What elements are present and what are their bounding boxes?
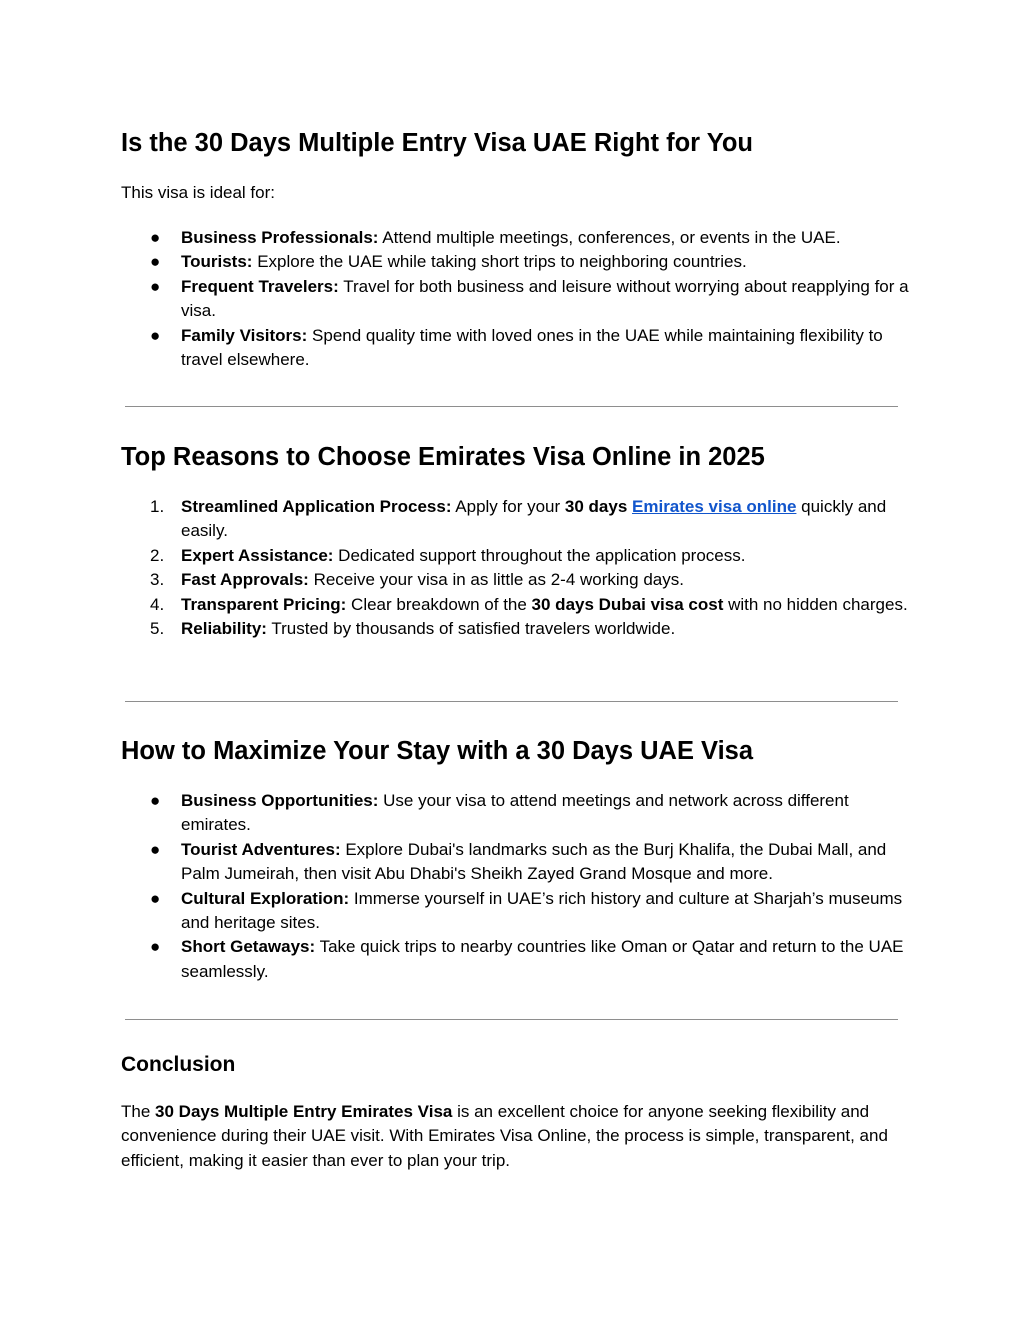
item-label: Expert Assistance:	[181, 545, 334, 565]
ideal-for-list	[121, 226, 911, 372]
conclusion-text: is an excellent choice for anyone seeking flexibility and convenience during their UAE visit. With Emirates Visa Online, the process is simple, transparent, and efficient, making it easier than ever to plan your trip.	[121, 1102, 888, 1170]
item-label: Short Getaways:	[181, 937, 316, 957]
bullet-marker: ●	[150, 839, 161, 859]
item-label: Family Visitors:	[181, 325, 308, 345]
number-marker: 3.	[150, 570, 165, 590]
list-item	[121, 935, 911, 984]
list-item	[121, 275, 911, 324]
item-label: Streamlined Application Process:	[181, 497, 452, 516]
list-item	[121, 838, 911, 887]
item-text: quickly and easily.	[181, 497, 887, 541]
item-text: Explore the UAE while taking short trips to neighboring countries.	[252, 252, 747, 272]
item-text: Immerse yourself in UAE’s rich history and culture at Sharjah’s museums and heritage sites.	[181, 888, 903, 933]
item-label: Fast Approvals:	[181, 570, 309, 590]
reasons-list	[121, 495, 911, 641]
item-label: Cultural Exploration:	[181, 888, 350, 908]
item-label: Transparent Pricing:	[181, 594, 347, 614]
section-divider	[125, 406, 898, 407]
bullet-marker: ●	[150, 325, 161, 345]
maximize-list	[121, 789, 911, 984]
number-marker: 4.	[150, 594, 165, 614]
item-text: Take quick trips to nearby countries like Oman or Qatar and return to the UAE seamlessly.	[181, 937, 904, 981]
item-text: Spend quality time with loved ones in the UAE while maintaining flexibility to travel elsewhere.	[181, 325, 883, 370]
section-title-maximize-stay: How to Maximize Your Stay with a 30 Days UAE Visa	[121, 737, 754, 765]
item-bold-text: 30 days	[564, 497, 628, 516]
conclusion-text: The	[121, 1102, 156, 1121]
list-item	[121, 324, 911, 373]
item-bold-text: 30 days Dubai visa cost	[531, 594, 724, 614]
item-text: Travel for both business and leisure without worrying about reapplying for a visa.	[181, 276, 909, 321]
section-divider	[125, 1019, 898, 1020]
list-item	[121, 226, 911, 250]
conclusion-paragraph	[121, 1100, 906, 1173]
conclusion-title: Conclusion	[121, 1053, 236, 1076]
item-label: Frequent Travelers:	[181, 276, 339, 296]
list-item	[121, 789, 911, 838]
item-label: Business Opportunities:	[181, 791, 379, 810]
section-title-top-reasons: Top Reasons to Choose Emirates Visa Online in 2025	[121, 443, 765, 471]
bullet-marker: ●	[150, 228, 161, 247]
section-title-visa-fit: Is the 30 Days Multiple Entry Visa UAE Right for You	[121, 129, 753, 157]
bullet-marker: ●	[150, 791, 161, 810]
item-text: Attend multiple meetings, conferences, or events in the UAE.	[378, 228, 841, 247]
bullet-marker: ●	[150, 276, 161, 296]
number-marker: 1.	[150, 497, 165, 516]
item-text: Trusted by thousands of satisfied travelers worldwide.	[266, 619, 676, 639]
list-item	[121, 617, 911, 641]
list-item	[121, 544, 911, 568]
item-text: Explore Dubai's landmarks such as the Burj Khalifa, the Dubai Mall, and Palm Jumeirah, then visit Abu Dhabi's Sheikh Zayed Grand Mosque and more.	[181, 839, 887, 884]
number-marker: 5.	[150, 619, 165, 639]
item-text: Receive your visa in as little as 2-4 working days.	[308, 570, 684, 590]
list-item	[121, 593, 911, 617]
item-label: Reliability:	[181, 619, 267, 639]
list-item	[121, 568, 911, 592]
item-label: Tourists:	[181, 252, 253, 272]
list-item	[121, 250, 911, 274]
list-item	[121, 495, 911, 544]
item-text: Use your visa to attend meetings and network across different emirates.	[181, 791, 849, 835]
section-divider	[125, 701, 898, 702]
section-intro: This visa is ideal for:	[121, 183, 275, 202]
item-text: Dedicated support throughout the application process.	[333, 545, 746, 565]
bullet-marker: ●	[150, 252, 161, 272]
item-label: Tourist Adventures:	[181, 839, 341, 859]
bullet-marker: ●	[150, 937, 161, 957]
list-item	[121, 887, 911, 936]
bullet-marker: ●	[150, 888, 161, 908]
item-label: Business Professionals:	[181, 228, 379, 247]
item-text: Clear breakdown of the	[346, 594, 532, 614]
emirates-visa-online-link[interactable]: Emirates visa online	[632, 497, 797, 516]
conclusion-bold-text: 30 Days Multiple Entry Emirates Visa	[155, 1102, 453, 1121]
item-text: Apply for your	[451, 497, 565, 516]
number-marker: 2.	[150, 545, 165, 565]
item-text: with no hidden charges.	[723, 594, 908, 614]
